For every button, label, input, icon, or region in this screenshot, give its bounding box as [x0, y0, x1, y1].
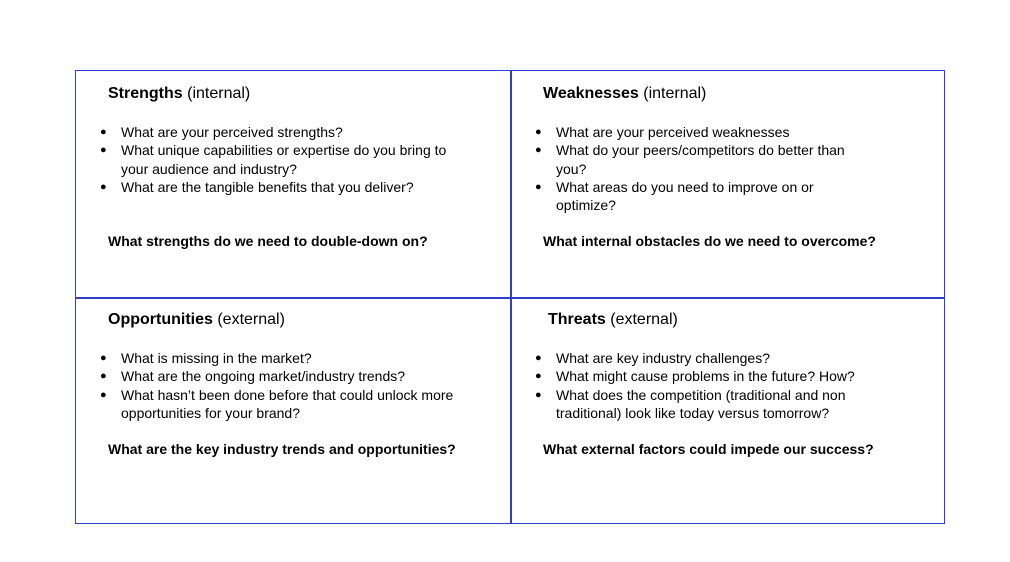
opportunities-qualifier: (external): [217, 311, 285, 328]
opportunities-title: [108, 311, 285, 329]
weaknesses-question: What internal obstacles do we need to overcome?: [543, 233, 876, 249]
opportunities-heading: Opportunities: [108, 311, 213, 328]
list-item: ● What are your perceived strengths?: [100, 123, 465, 141]
strengths-question: What strengths do we need to double-down on?: [108, 233, 428, 249]
threats-qualifier: (external): [610, 311, 678, 328]
strengths-qualifier: (internal): [187, 85, 251, 102]
list-item: ● What unique capabilities or expertise do you bring to your audience and industry?: [100, 141, 465, 178]
weaknesses-bullet-list: [535, 123, 875, 214]
horizontal-divider: [76, 297, 944, 299]
list-item: ● What are key industry challenges?: [535, 349, 880, 367]
list-item: ● What does the competition (traditional and non traditional) look like today versus tomorrow?: [535, 386, 880, 423]
threats-title: [548, 311, 678, 329]
threats-bullet-list: [535, 349, 880, 422]
opportunities-bullet-list: [100, 349, 455, 422]
threats-question: What external factors could impede our success?: [543, 441, 874, 457]
weaknesses-qualifier: (internal): [643, 85, 707, 102]
list-item: ● What areas do you need to improve on or optimize?: [535, 178, 875, 215]
threats-heading: Threats: [548, 311, 606, 328]
strengths-bullet-list: [100, 123, 465, 196]
list-item: ● What do your peers/competitors do better than you?: [535, 141, 875, 178]
list-item: ● What might cause problems in the future? How?: [535, 367, 880, 385]
list-item: ● What hasn’t been done before that could unlock more opportunities for your brand?: [100, 386, 455, 423]
list-item: ● What are your perceived weaknesses: [535, 123, 875, 141]
list-item: ● What are the tangible benefits that you deliver?: [100, 178, 465, 196]
opportunities-question: What are the key industry trends and opportunities?: [108, 441, 456, 457]
list-item: ● What is missing in the market?: [100, 349, 455, 367]
list-item: ● What are the ongoing market/industry trends?: [100, 367, 455, 385]
strengths-title: [108, 85, 250, 103]
weaknesses-title: [543, 85, 706, 103]
weaknesses-heading: Weaknesses: [543, 85, 639, 102]
strengths-heading: Strengths: [108, 85, 183, 102]
